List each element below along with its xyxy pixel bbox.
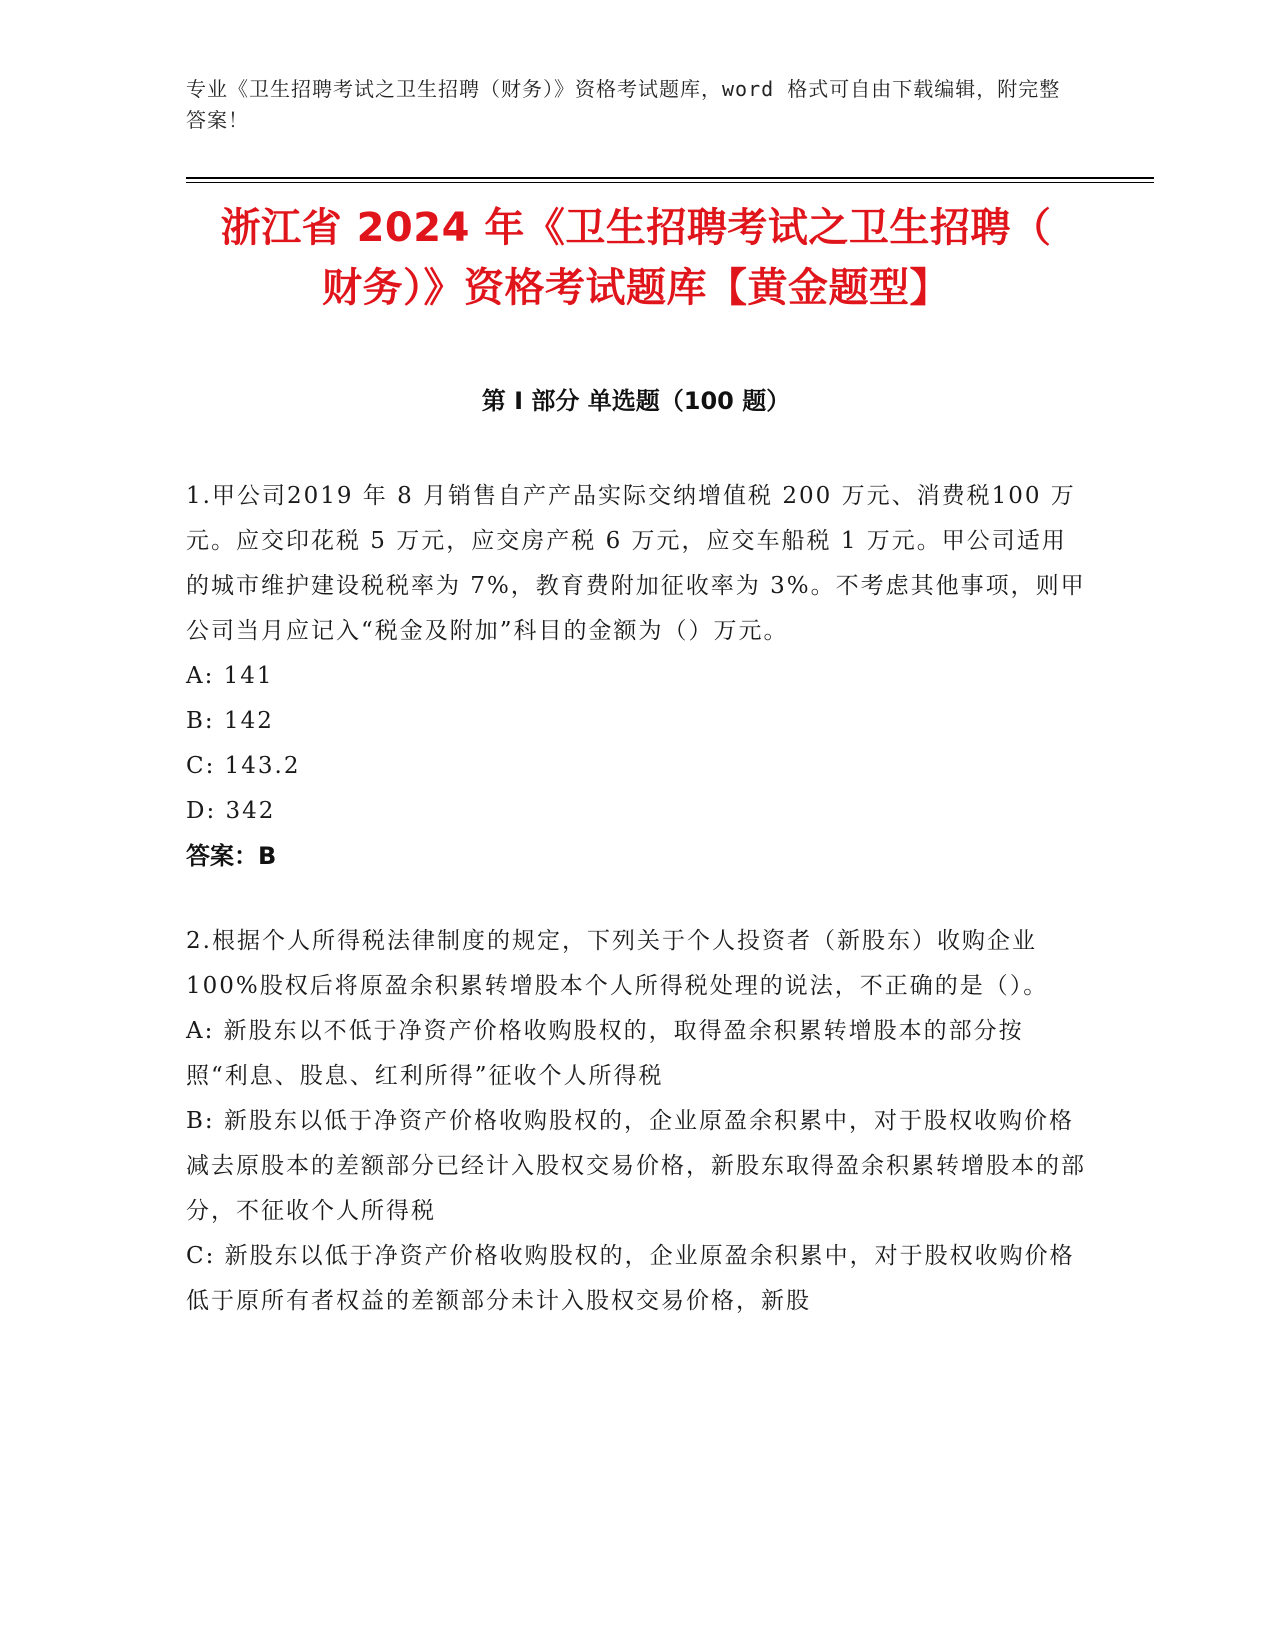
question-1-option-d: D: 342: [186, 798, 276, 824]
question-2-option-a: A: 新股东以不低于净资产价格收购股权的，取得盈余积累转增股本的部分按照“利息、股息、红利所得”征收个人所得税: [186, 1018, 1024, 1089]
question-1: [186, 474, 1086, 879]
page-header: 专业《卫生招聘考试之卫生招聘（财务）》资格考试题库，word 格式可自由下载编辑，附完整答案！: [186, 77, 1061, 132]
section-heading: 第 I 部分 单选题（100 题）: [481, 387, 791, 415]
question-2-stem: 2.根据个人所得税法律制度的规定，下列关于个人投资者（新股东）收购企业100%股权后将原盈余积累转增股本个人所得税处理的说法，不正确的是（）。: [186, 928, 1049, 999]
document-title: [186, 198, 1086, 318]
question-list: [186, 474, 1086, 1364]
question-2-option-b: B: 新股东以低于净资产价格收购股权的，企业原盈余积累中，对于股权收购价格减去原股本的差额部分已经计入股权交易价格，新股东取得盈余积累转增股本的部分，不征收个人所得税: [186, 1108, 1086, 1224]
question-1-answer: 答案：B: [186, 842, 277, 870]
question-2-option-c: C: 新股东以低于净资产价格收购股权的，企业原盈余积累中，对于股权收购价格低于原所有者权益的差额部分未计入股权交易价格，新股: [186, 1243, 1075, 1314]
question-1-option-c: C: 143.2: [186, 753, 301, 779]
question-1-option-b: B: 142: [186, 708, 274, 734]
header-divider-thick: [186, 177, 1154, 179]
question-2: [186, 919, 1086, 1324]
document-title-line-2: 财务）》资格考试题库【黄金题型】: [322, 265, 950, 311]
question-1-stem: 1.甲公司2019 年 8 月销售自产产品实际交纳增值税 200 万元、消费税100 万元。应交印花税 5 万元，应交房产税 6 万元，应交车船税 1 万元。甲公司适用的城市维护建设税税率为 7%，教育费附加征收率为 3%。不考虑其他事项，则甲公司当月应记入“税金及附加”科目的金额为（）万元。: [186, 483, 1086, 644]
question-1-option-a: A: 141: [186, 663, 274, 689]
header-divider-thin: [186, 182, 1154, 183]
document-title-line-1: 浙江省 2024 年《卫生招聘考试之卫生招聘（: [220, 205, 1052, 251]
